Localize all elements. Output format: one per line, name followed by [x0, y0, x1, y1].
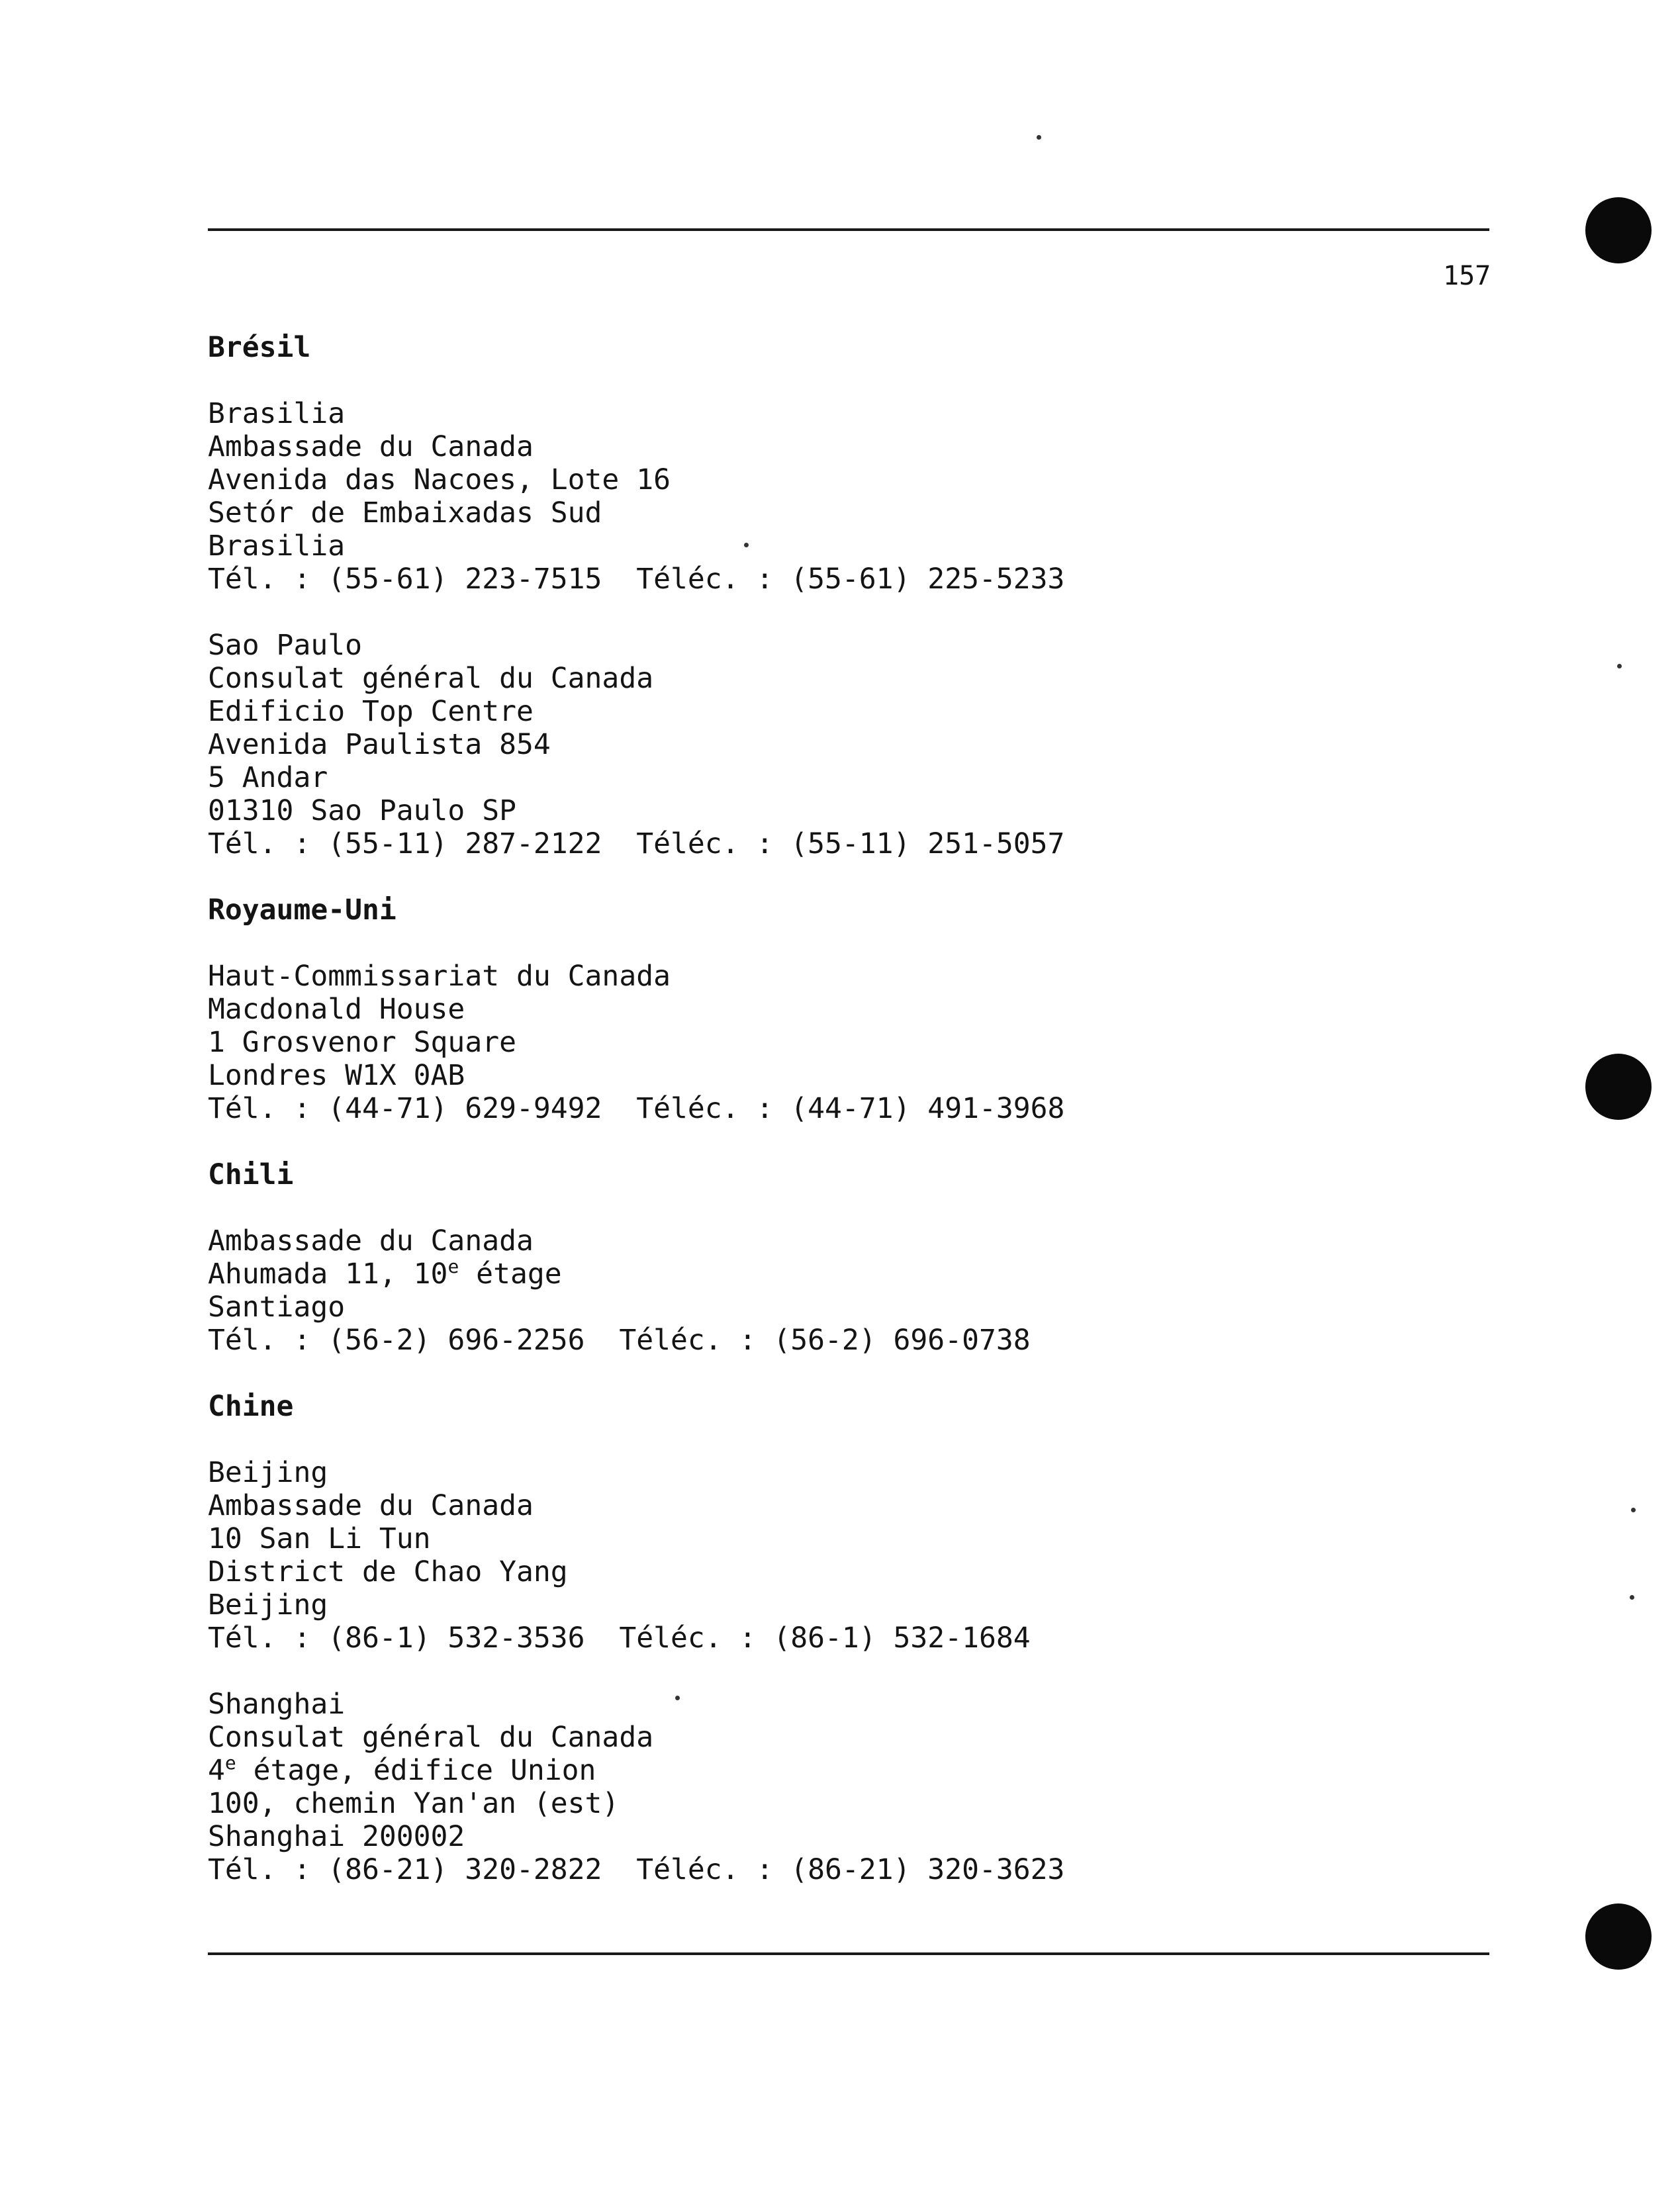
- ordinal-superscript: e: [224, 1752, 236, 1774]
- floor-text: Ahumada 11, 10: [208, 1258, 448, 1291]
- phone-fax-line: Tél. : (55-61) 223-7515 Téléc. : (55-61) 225-5233: [208, 563, 1065, 596]
- address-line: Ambassade du Canada: [208, 430, 534, 463]
- section-heading-chili: Chili: [208, 1158, 294, 1191]
- address-line: Brasilia: [208, 397, 346, 430]
- address-line: 1 Grosvenor Square: [208, 1026, 516, 1059]
- address-line: Avenida Paulista 854: [208, 728, 551, 761]
- address-line: Sao Paulo: [208, 629, 362, 662]
- page-number: 157: [1443, 261, 1491, 291]
- address-line: Consulat général du Canada: [208, 1721, 654, 1754]
- scan-speck: [1617, 664, 1622, 668]
- embassy-directory: [208, 331, 1466, 1886]
- scan-speck: [1630, 1595, 1634, 1600]
- address-line: Londres W1X 0AB: [208, 1059, 465, 1092]
- address-line: 100, chemin Yan'an (est): [208, 1787, 620, 1820]
- address-block-sao-paulo: [208, 629, 1466, 860]
- top-rule: [208, 228, 1489, 231]
- address-line: Santiago: [208, 1291, 346, 1324]
- address-block-londres: [208, 960, 1466, 1125]
- bottom-rule: [208, 1952, 1489, 1955]
- address-block-santiago: [208, 1224, 1466, 1357]
- binder-hole-top: [1585, 197, 1652, 263]
- section-heading-chine: Chine: [208, 1390, 294, 1423]
- address-line: 5 Andar: [208, 761, 328, 794]
- phone-fax-line: Tél. : (56-2) 696-2256 Téléc. : (56-2) 696-0738: [208, 1324, 1031, 1357]
- ordinal-superscript: e: [447, 1256, 459, 1277]
- address-block-shanghai: [208, 1688, 1466, 1886]
- address-line: Avenida das Nacoes, Lote 16: [208, 463, 671, 496]
- address-line: Consulat général du Canada: [208, 662, 654, 695]
- floor-text-suffix: étage: [459, 1258, 562, 1291]
- address-line: Ambassade du Canada: [208, 1489, 534, 1522]
- address-line-floor: [208, 1258, 1466, 1291]
- binder-hole-bottom: [1585, 1903, 1652, 1970]
- address-line: 10 San Li Tun: [208, 1522, 431, 1555]
- floor-text: 4: [208, 1754, 225, 1787]
- address-line: Edificio Top Centre: [208, 695, 534, 728]
- address-line: Setór de Embaixadas Sud: [208, 496, 602, 529]
- scan-speck: [1037, 135, 1041, 140]
- address-line: District de Chao Yang: [208, 1555, 568, 1588]
- address-line: Beijing: [208, 1588, 328, 1622]
- phone-fax-line: Tél. : (86-21) 320-2822 Téléc. : (86-21) 320-3623: [208, 1853, 1065, 1886]
- phone-fax-line: Tél. : (44-71) 629-9492 Téléc. : (44-71) 491-3968: [208, 1092, 1065, 1125]
- floor-text-suffix: étage, édifice Union: [236, 1754, 596, 1787]
- address-line: Shanghai 200002: [208, 1820, 465, 1853]
- address-line: Brasilia: [208, 529, 346, 563]
- address-line: Haut-Commissariat du Canada: [208, 960, 671, 993]
- scan-speck: [1631, 1508, 1636, 1512]
- phone-fax-line: Tél. : (86-1) 532-3536 Téléc. : (86-1) 532-1684: [208, 1622, 1031, 1655]
- address-line-floor: [208, 1754, 1466, 1787]
- section-heading-bresil: Brésil: [208, 331, 311, 364]
- section-heading-royaume-uni: Royaume-Uni: [208, 893, 397, 927]
- address-line: Shanghai: [208, 1688, 346, 1721]
- address-line: Macdonald House: [208, 993, 465, 1026]
- address-line: 01310 Sao Paulo SP: [208, 794, 516, 827]
- binder-hole-middle: [1585, 1054, 1652, 1120]
- address-block-beijing: [208, 1456, 1466, 1655]
- address-line: Ambassade du Canada: [208, 1224, 534, 1258]
- address-block-brasilia: [208, 397, 1466, 596]
- phone-fax-line: Tél. : (55-11) 287-2122 Téléc. : (55-11) 251-5057: [208, 827, 1065, 860]
- address-line: Beijing: [208, 1456, 328, 1489]
